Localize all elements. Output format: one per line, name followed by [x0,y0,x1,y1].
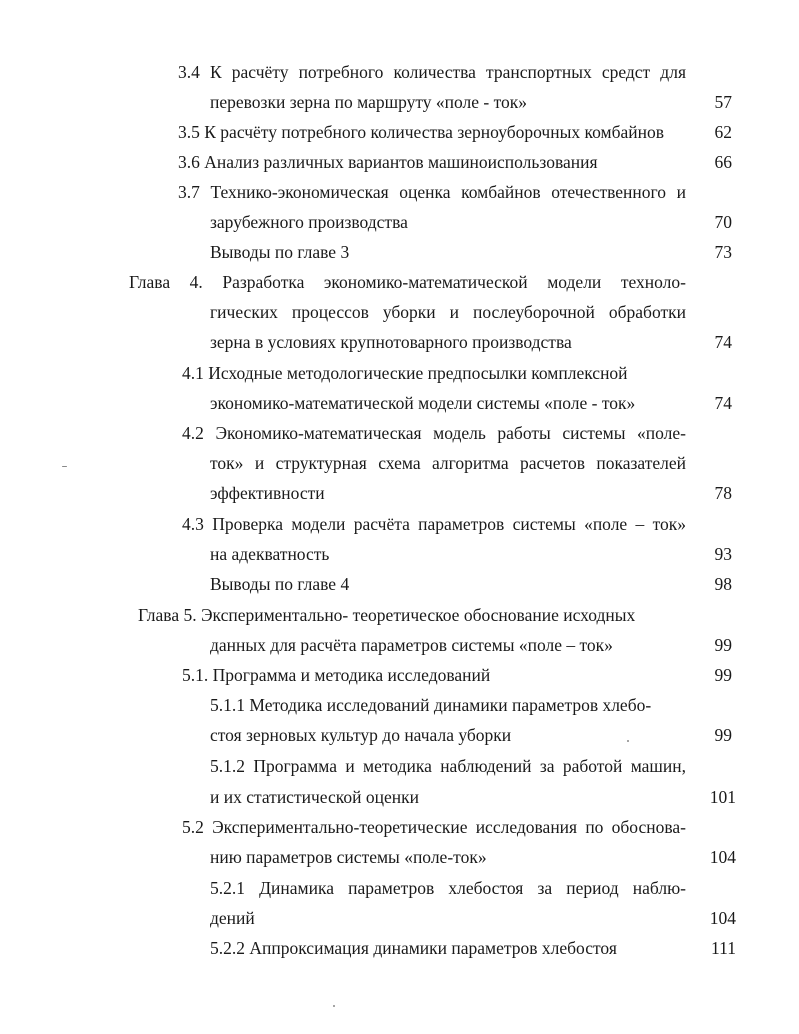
toc-entry-5-2-1-line-2: дений [210,908,255,928]
toc-page-number: 74 [714,393,732,413]
toc-page-number: 78 [714,483,732,503]
toc-page-number: 104 [709,847,736,867]
toc-page-number: 99 [714,635,732,655]
toc-entry-5-1-2-line-2: и их статистической оценки [210,787,419,807]
toc-chapter-4-line-1: Глава 4. Разработка экономико-математической модели техноло- [129,272,686,292]
toc-entry-4-2-line-3: эффективности [210,483,325,503]
toc-entry-4-1-line-1: 4.1 Исходные методологические предпосылки комплексной [182,363,628,383]
toc-entry-5-1-1-line-1: 5.1.1 Методика исследований динамики параметров хлебо- [210,695,652,715]
toc-entry-5-2-2-line-1: 5.2.2 Аппроксимация динамики параметров хлебостоя [210,938,617,958]
toc-chapter-4-line-2: гических процессов уборки и послеуборочной обработки [210,302,686,322]
toc-page-number: 99 [714,665,732,685]
scan-speck [627,740,629,742]
scan-speck [333,1005,335,1007]
toc-entry-3-5-line-1: 3.5 К расчёту потребного количества зерноуборочных комбайнов [178,122,664,142]
toc-entry-5-1-1-line-2: стоя зерновых культур до начала уборки [210,725,512,745]
scan-speck [62,466,67,467]
toc-chapter-5-line-2: данных для расчёта параметров системы «поле – ток» [210,635,613,655]
toc-page-number: 93 [714,544,732,564]
toc-page-number: 104 [709,908,736,928]
toc-entry-5-2-line-2: нию параметров системы «поле-ток» [210,847,487,867]
toc-page-number: 101 [709,787,736,807]
toc-entry-3-4-line-1: 3.4 К расчёту потребного количества транспортных средст для [178,62,686,82]
toc-entry-5-2-1-line-1: 5.2.1 Динамика параметров хлебостоя за период наблю- [210,878,686,898]
toc-entry-4-1-line-2: экономико-математической модели системы «поле - ток» [210,393,636,413]
toc-entry-3-4-line-2: перевозки зерна по маршруту «поле - ток» [210,92,528,112]
toc-entry-conclusions-4: Выводы по главе 4 [210,574,350,594]
toc-entry-3-7-line-2: зарубежного производства [210,212,408,232]
toc-entry-3-6-line-1: 3.6 Анализ различных вариантов машиноиспользования [178,152,598,172]
toc-entry-4-3-line-1: 4.3 Проверка модели расчёта параметров системы «поле – ток» [182,514,686,534]
toc-entry-4-2-line-2: ток» и структурная схема алгоритма расчетов показателей [210,453,686,473]
toc-chapter-4-line-3: зерна в условиях крупнотоварного производства [210,332,572,352]
toc-entry-4-2-line-1: 4.2 Экономико-математическая модель работы системы «поле- [182,423,686,443]
toc-entry-5-1-line-1: 5.1. Программа и методика исследований [182,665,491,685]
toc-page-number: 57 [714,92,732,112]
toc-page-number: 62 [714,122,732,142]
toc-entry-conclusions-3: Выводы по главе 3 [210,242,350,262]
toc-entry-5-2-line-1: 5.2 Экспериментально-теоретические исследования по обоснова- [182,817,686,837]
toc-entry-4-3-line-2: на адекватность [210,544,330,564]
toc-page-number: 66 [714,152,732,172]
toc-page-number: 73 [714,242,732,262]
toc-page-number: 99 [714,725,732,745]
toc-page-number: 74 [714,332,732,352]
toc-page-number: 98 [714,574,732,594]
toc-page-number: 111 [711,938,736,958]
toc-page-number: 70 [714,212,732,232]
toc-chapter-5-line-1: Глава 5. Экспериментально- теоретическое обоснование исходных [138,605,636,625]
toc-entry-5-1-2-line-1: 5.1.2 Программа и методика наблюдений за работой машин, [210,756,686,776]
toc-entry-3-7-line-1: 3.7 Технико-экономическая оценка комбайнов отечественного и [178,182,686,202]
